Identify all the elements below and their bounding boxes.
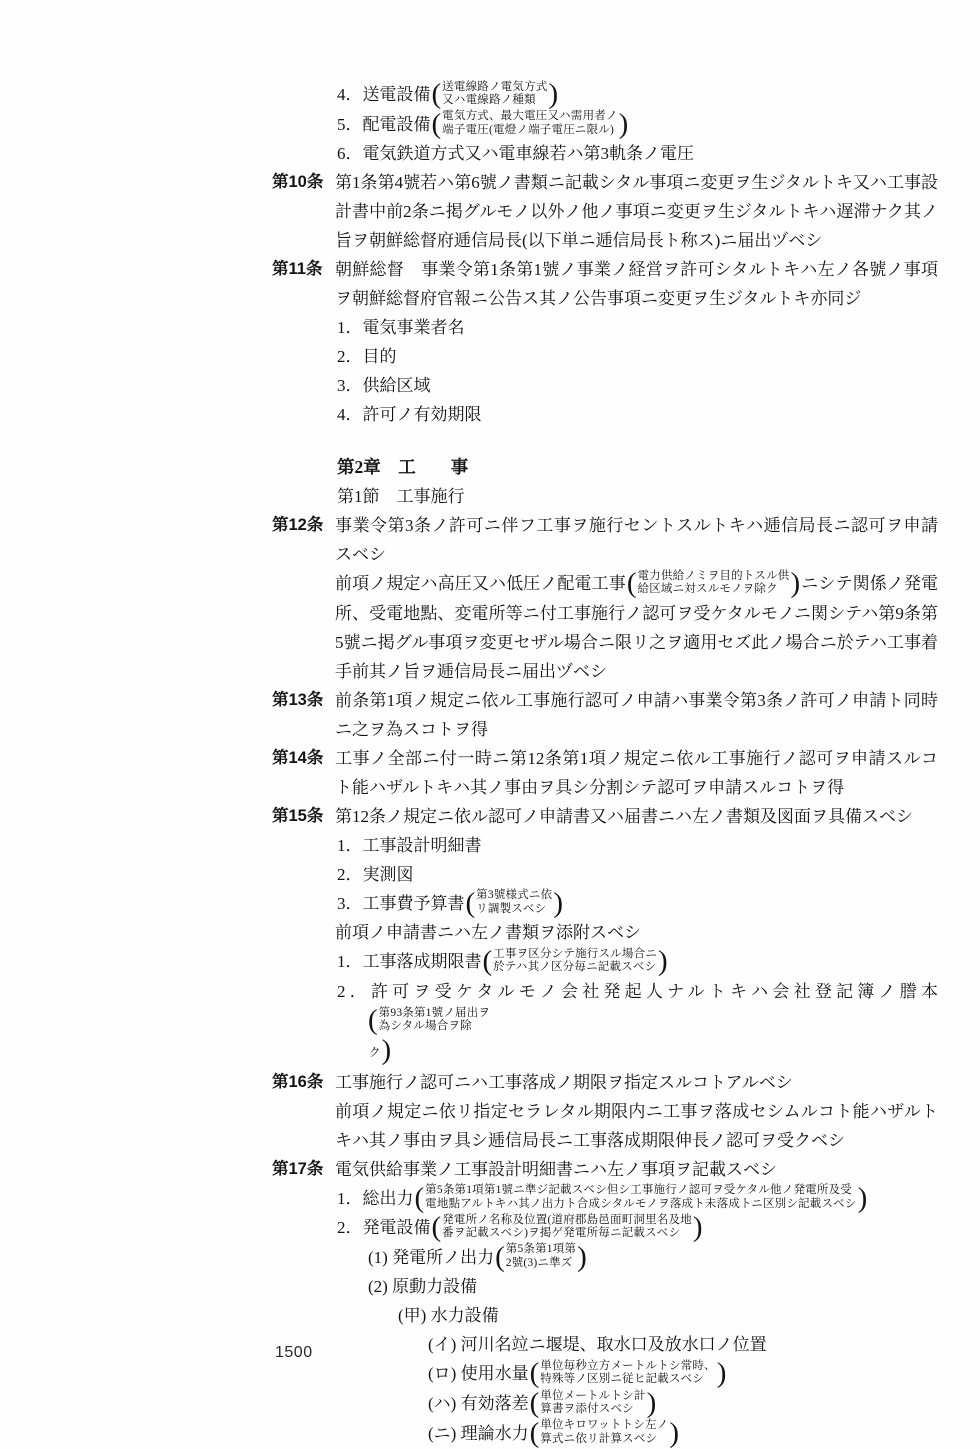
list-item-ha-yukorakusa (272, 1389, 938, 1419)
annotation-lines (442, 1214, 692, 1241)
article-15 (272, 802, 938, 831)
stacked-annotation (431, 107, 630, 140)
stacked-annotation (529, 1387, 658, 1420)
stacked-annotation (367, 1004, 491, 1037)
annotation-lines (476, 889, 552, 916)
annotation-lines (425, 1184, 856, 1211)
open-paren: ( (431, 107, 442, 140)
text-content (428, 1389, 938, 1419)
article-14 (272, 744, 938, 802)
text-content (337, 342, 938, 371)
open-paren: ( (626, 567, 637, 600)
text-content (335, 511, 938, 569)
list-item-1-rakuseikigensho (272, 947, 938, 977)
text-run: 第2章 工 事 (337, 457, 469, 478)
text-content (337, 831, 938, 860)
open-paren: ( (465, 886, 476, 919)
annotation-line: 電地點アルトキハ其ノ出力ト合成シタルモノヲ落成ト未落成トニ区別シ記載スベシ (425, 1197, 857, 1210)
text-content (368, 1272, 938, 1301)
text-content (337, 139, 938, 168)
list-item-4-soudensetsubi (272, 80, 938, 110)
text-content (337, 1213, 938, 1243)
article-13 (272, 686, 938, 744)
list-item-3-yosansho (272, 886, 938, 919)
article-number: 第16条 (272, 1072, 324, 1091)
text-run: 工事ノ全部ニ付一時ニ第12条第1項ノ規定ニ依ル工事施行ノ認可ヲ申請スルコト能ハザルトキハ其ノ事由ヲ具シ分割シテ認可ヲ申請スルコトヲ得 (335, 748, 938, 797)
text-content (335, 744, 938, 802)
list-item-2-mokuteki (272, 342, 938, 371)
list-item-1-shutsuryoku (272, 1240, 938, 1273)
close-paren: ) (548, 78, 559, 111)
text-run: (2) 原動力設備 (368, 1277, 478, 1297)
list-item-ni-rironsuiryoku (272, 1416, 938, 1449)
list-item-kou-suiryoku (272, 1301, 938, 1330)
text-content (337, 371, 938, 400)
text-content (337, 860, 938, 889)
annotation-line: 単位キロワットトシ左ノ (540, 1419, 669, 1432)
close-paren: ) (646, 1387, 657, 1420)
page-number: 1500 (275, 1344, 313, 1361)
text-run: 前条第1項ノ規定ニ依ル工事施行認可ノ申請ハ事業令第3条ノ許可ノ申請ト同時ニ之ヲ為スコトヲ得 (335, 690, 938, 739)
article-number: 第12条 (272, 516, 324, 535)
annotation-line: 工事ヲ区分シテ施行スル場合ニ (493, 947, 657, 960)
text-run: (イ) 河川名竝ニ堰堤、取水口及放水口ノ位置 (428, 1335, 767, 1355)
list-item-ro-shiyosuiryo (272, 1359, 938, 1389)
open-paren: ( (529, 1416, 540, 1449)
text-content (335, 1155, 938, 1184)
annotation-lines (379, 1007, 490, 1034)
text-content (369, 1033, 938, 1068)
article-15-paragraph-2 (272, 918, 938, 947)
text-run: 1．総出力 (337, 1188, 414, 1208)
text-run: 事業令第3条ノ許可ニ伴フ工事ヲ施行セントスルトキハ逓信局長ニ認可ヲ申請スベシ (335, 516, 938, 565)
text-run: 工事施行ノ認可ニハ工事落成ノ期限ヲ指定スルコトアルベシ (335, 1072, 793, 1092)
text-run: 第1条第4號若ハ第6號ノ書類ニ記載シタル事項ニ変更ヲ生ジタルトキ又ハ工事設計書中前2条ニ掲グルモノ以外ノ他ノ事項ニ変更ヲ生ジタルトキハ遅滞ナク其ノ旨ヲ朝鮮総督府逓信局長(以下単ニ逓信局長ト称ス)ニ届出ヅベシ (335, 173, 938, 251)
text-content (335, 569, 938, 686)
list-item-6-tetsudo (272, 139, 938, 168)
document-page (272, 80, 938, 1448)
annotation-line: 給区域ニ対スルモノヲ除ク (637, 583, 778, 596)
text-content (335, 168, 938, 255)
text-content (337, 482, 938, 511)
list-item-1-sekkeimeisaisho (272, 831, 938, 860)
annotation-line: リ調製スベシ (476, 902, 547, 915)
text-content (428, 1359, 938, 1389)
text-run: 2．発電設備 (337, 1218, 431, 1238)
close-paren: ) (553, 886, 563, 919)
close-paren: ) (381, 1033, 392, 1066)
text-content (337, 1181, 938, 1214)
list-item-1-soshutsuryoku (272, 1181, 938, 1214)
article-16-paragraph-2 (272, 1097, 938, 1155)
text-run: 前項ノ規定ニ依リ指定セラレタル期限内ニ工事ヲ落成セシムルコト能ハザルトキハ其ノ事由ヲ具シ逓信局長ニ工事落成期限伸長ノ認可ヲ受クベシ (335, 1101, 938, 1150)
stacked-annotation (414, 1181, 869, 1214)
stacked-annotation (626, 567, 801, 600)
article-number: 第14条 (272, 748, 324, 767)
close-paren: ) (577, 1240, 587, 1273)
article-number: 第10条 (272, 173, 324, 192)
text-run: 1．工事落成期限書 (337, 952, 482, 972)
text-run: 前項ノ規定ハ高圧又ハ低圧ノ配電工事 (335, 574, 626, 594)
text-content (335, 802, 938, 831)
annotation-line: 端子電圧(電燈ノ端子電圧ニ限ル) (442, 123, 615, 136)
list-item-4-kyokakigen (272, 400, 938, 429)
text-run: (甲) 水力設備 (398, 1306, 499, 1326)
text-run: 朝鮮総督 事業令第1条第1號ノ事業ノ経営ヲ許可シタルトキハ左ノ各號ノ事項ヲ朝鮮総督府官報ニ公告ス其ノ公告事項ニ変更ヲ生ジタルトキ亦同ジ (335, 260, 938, 309)
annotation-line: 電気方式、最大電圧又ハ需用者ノ (442, 110, 618, 123)
text-content (337, 107, 938, 140)
text-content (368, 1240, 938, 1273)
article-10 (272, 168, 938, 255)
open-paren: ( (529, 1357, 540, 1390)
annotation-line: 第5条第1項第 (505, 1243, 577, 1256)
annotation-line: 単位毎秒立方メートルトシ常時、 (540, 1359, 716, 1372)
stacked-annotation (465, 886, 565, 919)
chapter-2-heading (272, 453, 938, 482)
article-number: 第17条 (272, 1159, 324, 1178)
open-paren: ( (431, 1211, 442, 1244)
annotation-line: 特殊等ノ区別ニ従ヒ記載スベシ (540, 1373, 705, 1386)
text-content (398, 1301, 938, 1330)
text-run: 電気供給事業ノ工事設計明細書ニハ左ノ事項ヲ記載スベシ (335, 1159, 777, 1179)
article-number: 第11条 (272, 260, 323, 279)
stacked-annotation (482, 945, 669, 978)
annotation-line: 算書ヲ添付スベシ (540, 1403, 634, 1416)
text-run: 第12条ノ規定ニ依ル認可ノ申請書又ハ届書ニハ左ノ書類及図面ヲ具備スベシ (335, 806, 913, 826)
article-12 (272, 511, 938, 569)
article-17 (272, 1155, 938, 1184)
list-item-2-hatsudensetsubi (272, 1213, 938, 1243)
text-run: 5．配電設備 (337, 114, 431, 134)
text-run: (ハ) 有効落差 (428, 1393, 529, 1413)
annotation-lines (506, 1243, 576, 1270)
annotation-line: 番ヲ記載スベシ)ヲ掲ゲ発電所毎ニ記載スベシ (442, 1227, 681, 1240)
open-paren: ( (482, 945, 493, 978)
text-run: 1．工事設計明細書 (337, 835, 482, 855)
text-content (335, 1068, 938, 1097)
article-11 (272, 255, 938, 313)
annotation-line: 第93条第1號ノ届出ヲ (378, 1006, 491, 1019)
open-paren: ( (431, 78, 442, 111)
annotation-overflow-text: ク (369, 1046, 381, 1059)
text-run: 第1節 工事施行 (337, 487, 465, 507)
annotation-lines (540, 1360, 716, 1387)
close-paren: ) (857, 1181, 868, 1214)
text-run: 前項ノ申請書ニハ左ノ書類ヲ添附スベシ (335, 923, 641, 943)
text-content (428, 1330, 938, 1359)
article-number: 第15条 (272, 806, 324, 825)
text-run: (ニ) 理論水力 (428, 1423, 529, 1443)
stacked-annotation (529, 1357, 728, 1390)
text-content (337, 453, 938, 482)
text-run: 6．電気鉄道方式又ハ電車線若ハ第3軌条ノ電圧 (337, 144, 694, 164)
stacked-annotation (494, 1240, 588, 1273)
article-12-paragraph-2 (272, 569, 938, 686)
text-content (337, 977, 938, 1036)
annotation-lines (442, 81, 547, 108)
annotation-line: 第5条第1項第1號ニ準ジ記載スベシ但シ工事施行ノ認可ヲ受ケタル他ノ発電所及受 (425, 1184, 852, 1197)
text-run: ニシテ関係ノ発電所、受電地點、変電所等ニ付工事施行ノ認可ヲ受ケタルモノニ関シテハ第9条第5號ニ掲グル事項ヲ変更セザル場合ニ限リ之ヲ適用セズ此ノ場合ニ於テハ工事着手前其ノ旨ヲ逓信局長ニ届出ヅベシ (335, 574, 939, 681)
text-run: 3．供給区域 (337, 376, 431, 396)
text-run: 4．送電設備 (337, 85, 431, 104)
annotation-line: 算式ニ依リ計算スベシ (540, 1432, 658, 1445)
list-item-3-kyokyukuiki (272, 371, 938, 400)
open-paren: ( (495, 1240, 505, 1273)
section-1-heading (272, 482, 938, 511)
open-paren: ( (529, 1387, 540, 1420)
close-paren: ) (716, 1357, 727, 1390)
list-item-i-kasen (272, 1330, 938, 1359)
text-run: 2．実測図 (337, 864, 414, 884)
text-run: 1．電気事業者名 (337, 318, 465, 338)
annotation-lines (442, 110, 618, 137)
text-run: (ロ) 使用水量 (428, 1364, 529, 1384)
article-16 (272, 1068, 938, 1097)
annotation-line: 発電所ノ名称及位置(道府郡島邑面町洞里名及地 (442, 1213, 692, 1226)
list-item-2-tokibo (272, 977, 938, 1036)
text-content (335, 255, 938, 313)
annotation-lines (493, 948, 657, 975)
annotation-line: 於テハ其ノ区分毎ニ記載スベシ (493, 961, 657, 974)
annotation-line: 為シタル場合ヲ除 (378, 1020, 472, 1033)
list-item-5-haidensetsubi (272, 107, 938, 140)
close-paren: ) (618, 107, 629, 140)
annotation-line: 又ハ電線路ノ種類 (442, 94, 536, 107)
text-content (337, 886, 938, 919)
text-run: 3．工事費予算書 (337, 893, 465, 913)
close-paren: ) (790, 567, 801, 600)
list-item-2-tokibo-continuation (272, 1033, 938, 1068)
text-content (428, 1416, 938, 1449)
text-content (335, 1097, 938, 1155)
text-run: 2．目的 (337, 347, 397, 367)
annotation-line: 2號(3)ニ準ズ (505, 1256, 573, 1269)
stacked-annotation (431, 78, 560, 111)
text-content (335, 918, 938, 947)
close-paren: ) (657, 945, 668, 978)
stacked-annotation (529, 1416, 680, 1449)
article-number: 第13条 (272, 690, 324, 709)
text-content (337, 400, 938, 429)
annotation-lines (540, 1390, 645, 1417)
list-item-2-jissokuzu (272, 860, 938, 889)
annotation-lines (638, 570, 790, 597)
text-run: 2．許可ヲ受ケタルモノ会社発起人ナルトキハ会社登記簿ノ謄本 (337, 981, 938, 1001)
list-item-2-gendoryoku (272, 1272, 938, 1301)
text-run: (1) 発電所ノ出力 (368, 1247, 495, 1267)
close-paren: ) (669, 1416, 680, 1449)
text-content (337, 313, 938, 342)
text-content (337, 947, 938, 977)
open-paren: ( (368, 1004, 378, 1037)
close-paren: ) (692, 1211, 703, 1244)
open-paren: ( (414, 1181, 425, 1214)
list-item-1-jigyoshamei (272, 313, 938, 342)
text-content (335, 686, 938, 744)
annotation-line: 単位メートルトシ計 (540, 1389, 646, 1402)
stacked-annotation (431, 1211, 704, 1244)
annotation-lines (540, 1419, 668, 1446)
annotation-line: 第3號様式ニ依 (476, 889, 553, 902)
annotation-line: 送電線路ノ電気方式 (442, 80, 548, 93)
text-content (337, 80, 938, 110)
text-run: 4．許可ノ有効期限 (337, 405, 482, 425)
annotation-line: 電力供給ノミヲ目的トスル供 (637, 569, 790, 582)
